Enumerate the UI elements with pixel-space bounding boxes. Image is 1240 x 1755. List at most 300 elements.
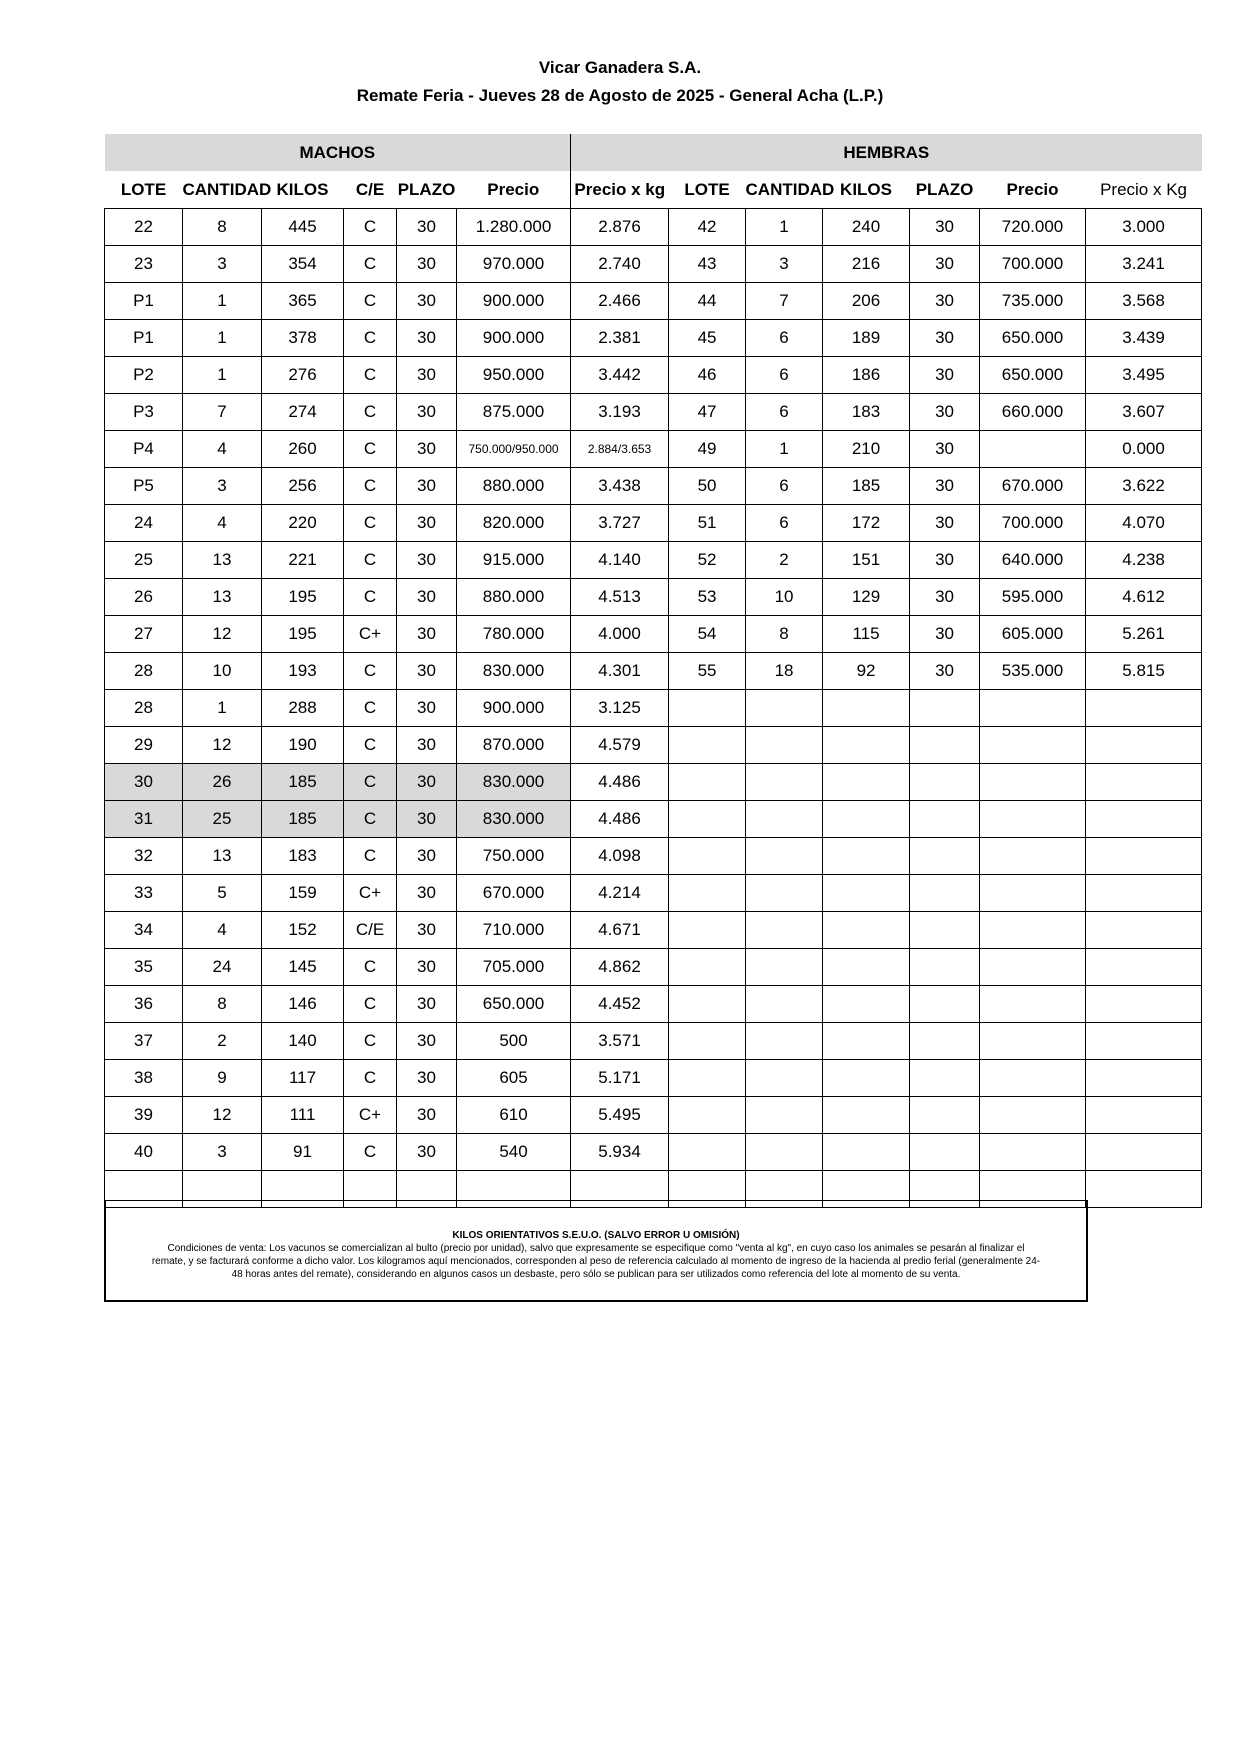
machos-cell: P4 — [105, 431, 183, 468]
hembras-cell — [823, 1097, 910, 1134]
hembras-cell — [746, 1060, 823, 1097]
hembras-cell: 3.241 — [1086, 246, 1202, 283]
machos-cell: 9 — [183, 1060, 262, 1097]
hembras-cell: 46 — [669, 357, 746, 394]
hembras-cell — [746, 949, 823, 986]
hembras-cell — [910, 1060, 980, 1097]
col-h-lote: LOTE — [669, 171, 746, 209]
hembras-cell: 535.000 — [980, 653, 1086, 690]
hembras-cell: 55 — [669, 653, 746, 690]
machos-cell: 24 — [183, 949, 262, 986]
hembras-cell — [1086, 1023, 1202, 1060]
machos-cell: 30 — [397, 690, 457, 727]
auction-subtitle: Remate Feria - Jueves 28 de Agosto de 2025 - General Acha (L.P.) — [356, 86, 884, 105]
machos-cell: 221 — [262, 542, 344, 579]
hembras-cell — [669, 912, 746, 949]
col-cantidad: CANTIDAD — [183, 171, 262, 209]
machos-cell: 140 — [262, 1023, 344, 1060]
machos-cell: 705.000 — [457, 949, 571, 986]
machos-cell: 159 — [262, 875, 344, 912]
machos-cell: 274 — [262, 394, 344, 431]
col-ce: C/E — [344, 171, 397, 209]
machos-cell: 780.000 — [457, 616, 571, 653]
table-row — [105, 1134, 1202, 1171]
hembras-cell — [669, 986, 746, 1023]
machos-cell: 30 — [397, 616, 457, 653]
table-row — [105, 246, 1202, 283]
table-row — [105, 875, 1202, 912]
machos-cell: C+ — [344, 616, 397, 653]
hembras-cell: 18 — [746, 653, 823, 690]
machos-cell: 2.876 — [571, 209, 669, 246]
machos-cell: 3.727 — [571, 505, 669, 542]
hembras-cell: 650.000 — [980, 357, 1086, 394]
machos-cell: 875.000 — [457, 394, 571, 431]
hembras-cell — [746, 875, 823, 912]
machos-cell: 880.000 — [457, 579, 571, 616]
machos-cell: 36 — [105, 986, 183, 1023]
machos-cell: C — [344, 949, 397, 986]
hembras-cell: 720.000 — [980, 209, 1086, 246]
machos-cell: 900.000 — [457, 690, 571, 727]
hembras-cell: 4.070 — [1086, 505, 1202, 542]
machos-cell: C+ — [344, 1097, 397, 1134]
table-row — [105, 653, 1202, 690]
machos-cell: 30 — [397, 283, 457, 320]
hembras-cell — [669, 1060, 746, 1097]
hembras-cell — [910, 1097, 980, 1134]
machos-cell: 970.000 — [457, 246, 571, 283]
machos-cell: 288 — [262, 690, 344, 727]
machos-cell: C — [344, 690, 397, 727]
machos-cell: 30 — [397, 542, 457, 579]
machos-cell: 4.452 — [571, 986, 669, 1023]
table-row — [105, 986, 1202, 1023]
machos-cell: C — [344, 653, 397, 690]
hembras-cell: 10 — [746, 579, 823, 616]
notes-heading: KILOS ORIENTATIVOS S.E.U.O. (SALVO ERROR U OMISIÓN) — [452, 1230, 740, 1241]
machos-cell: 2.740 — [571, 246, 669, 283]
machos-cell: 4.214 — [571, 875, 669, 912]
table-row — [105, 579, 1202, 616]
machos-cell: 185 — [262, 764, 344, 801]
section-machos: MACHOS — [105, 134, 571, 171]
machos-cell: 8 — [183, 209, 262, 246]
hembras-cell — [1086, 912, 1202, 949]
hembras-cell: 49 — [669, 431, 746, 468]
hembras-cell: 30 — [910, 468, 980, 505]
machos-cell: 5 — [183, 875, 262, 912]
hembras-cell — [669, 1097, 746, 1134]
hembras-cell — [746, 1023, 823, 1060]
hembras-cell: 0.000 — [1086, 431, 1202, 468]
hembras-cell: 5.261 — [1086, 616, 1202, 653]
machos-cell: 1 — [183, 690, 262, 727]
hembras-cell — [669, 1023, 746, 1060]
machos-cell: C — [344, 468, 397, 505]
machos-cell: P3 — [105, 394, 183, 431]
hembras-cell — [980, 1060, 1086, 1097]
machos-cell: 39 — [105, 1097, 183, 1134]
hembras-cell — [746, 764, 823, 801]
machos-cell: 260 — [262, 431, 344, 468]
machos-cell: 30 — [397, 1134, 457, 1171]
machos-cell: 13 — [183, 579, 262, 616]
machos-cell: 750.000/950.000 — [457, 431, 571, 468]
col-h-precio: Precio — [980, 171, 1086, 209]
col-plazo: PLAZO — [397, 171, 457, 209]
machos-cell: 3.571 — [571, 1023, 669, 1060]
machos-cell: C+ — [344, 875, 397, 912]
machos-cell: 22 — [105, 209, 183, 246]
machos-cell: 30 — [397, 949, 457, 986]
machos-cell: 5.934 — [571, 1134, 669, 1171]
machos-cell: 30 — [397, 357, 457, 394]
hembras-cell — [980, 986, 1086, 1023]
machos-cell: 4.513 — [571, 579, 669, 616]
machos-cell: 25 — [105, 542, 183, 579]
hembras-cell: 2 — [746, 542, 823, 579]
machos-cell: C — [344, 542, 397, 579]
hembras-cell — [980, 875, 1086, 912]
machos-cell: 1.280.000 — [457, 209, 571, 246]
hembras-cell — [669, 838, 746, 875]
hembras-cell — [910, 764, 980, 801]
machos-cell: C — [344, 357, 397, 394]
machos-cell: 3.125 — [571, 690, 669, 727]
hembras-cell — [1086, 875, 1202, 912]
machos-cell: 23 — [105, 246, 183, 283]
hembras-cell: 47 — [669, 394, 746, 431]
machos-cell: P2 — [105, 357, 183, 394]
hembras-cell — [910, 912, 980, 949]
hembras-cell: 650.000 — [980, 320, 1086, 357]
hembras-cell: 30 — [910, 357, 980, 394]
machos-cell: 29 — [105, 727, 183, 764]
hembras-cell — [980, 1097, 1086, 1134]
hembras-cell: 30 — [910, 542, 980, 579]
table-row — [105, 357, 1202, 394]
hembras-cell — [980, 1134, 1086, 1171]
hembras-cell: 52 — [669, 542, 746, 579]
machos-cell: C — [344, 764, 397, 801]
machos-cell: 670.000 — [457, 875, 571, 912]
hembras-cell — [1086, 801, 1202, 838]
machos-cell: 30 — [105, 764, 183, 801]
machos-cell: 3 — [183, 246, 262, 283]
hembras-cell — [1086, 727, 1202, 764]
machos-cell: 26 — [105, 579, 183, 616]
machos-cell: 4.671 — [571, 912, 669, 949]
machos-cell: 880.000 — [457, 468, 571, 505]
machos-cell: 25 — [183, 801, 262, 838]
machos-cell: 915.000 — [457, 542, 571, 579]
hembras-cell: 30 — [910, 320, 980, 357]
table-row — [105, 505, 1202, 542]
hembras-cell: 6 — [746, 394, 823, 431]
col-h-kilos: KILOS — [823, 171, 910, 209]
machos-cell: 30 — [397, 246, 457, 283]
machos-cell: C — [344, 579, 397, 616]
hembras-cell: 206 — [823, 283, 910, 320]
hembras-cell: 670.000 — [980, 468, 1086, 505]
hembras-cell: 30 — [910, 616, 980, 653]
machos-cell: 12 — [183, 616, 262, 653]
machos-cell: 195 — [262, 579, 344, 616]
table-row — [105, 690, 1202, 727]
machos-cell: 354 — [262, 246, 344, 283]
machos-cell: 111 — [262, 1097, 344, 1134]
sale-conditions-note — [104, 1200, 1088, 1302]
hembras-cell: 216 — [823, 246, 910, 283]
machos-cell: 3.193 — [571, 394, 669, 431]
machos-cell: 33 — [105, 875, 183, 912]
machos-cell: 900.000 — [457, 283, 571, 320]
machos-cell: 1 — [183, 320, 262, 357]
hembras-cell: 115 — [823, 616, 910, 653]
hembras-cell: 183 — [823, 394, 910, 431]
col-h-cantidad: CANTIDAD — [746, 171, 823, 209]
hembras-cell — [980, 431, 1086, 468]
machos-cell: 185 — [262, 801, 344, 838]
machos-cell: 37 — [105, 1023, 183, 1060]
machos-cell: 35 — [105, 949, 183, 986]
hembras-cell — [910, 690, 980, 727]
notes-line: remate, y se facturará conforme a dicho valor. Los kilogramos aquí mencionados, corresponden al peso de referencia calculado al momento de ingreso de la hacienda al predio ferial (generalmente 24- — [151, 1256, 1041, 1267]
hembras-cell: 640.000 — [980, 542, 1086, 579]
machos-cell: 27 — [105, 616, 183, 653]
hembras-cell — [823, 875, 910, 912]
machos-cell: 30 — [397, 431, 457, 468]
machos-cell: 32 — [105, 838, 183, 875]
hembras-cell — [980, 949, 1086, 986]
hembras-cell — [823, 949, 910, 986]
hembras-cell — [910, 1023, 980, 1060]
machos-cell: 900.000 — [457, 320, 571, 357]
machos-cell: 190 — [262, 727, 344, 764]
hembras-cell: 6 — [746, 468, 823, 505]
hembras-cell — [1086, 1171, 1202, 1208]
table-row — [105, 727, 1202, 764]
table-row — [105, 209, 1202, 246]
machos-cell: 3.442 — [571, 357, 669, 394]
section-hembras: HEMBRAS — [571, 134, 1202, 171]
hembras-cell: 6 — [746, 357, 823, 394]
machos-cell: 30 — [397, 986, 457, 1023]
hembras-cell: 45 — [669, 320, 746, 357]
notes-line: 48 horas antes del remate), considerando en algunos casos un desbaste, pero sólo se publican para ser utilizados como referencia del lote al momento de su venta. — [231, 1269, 961, 1280]
hembras-cell — [1086, 1097, 1202, 1134]
hembras-cell: 30 — [910, 505, 980, 542]
hembras-cell — [1086, 764, 1202, 801]
machos-cell: 4 — [183, 431, 262, 468]
hembras-cell — [823, 690, 910, 727]
hembras-cell — [910, 986, 980, 1023]
machos-cell: 30 — [397, 838, 457, 875]
hembras-cell — [823, 727, 910, 764]
machos-cell: 650.000 — [457, 986, 571, 1023]
machos-cell: 30 — [397, 875, 457, 912]
hembras-cell: 3.439 — [1086, 320, 1202, 357]
hembras-cell: 7 — [746, 283, 823, 320]
hembras-cell — [746, 801, 823, 838]
table-row — [105, 394, 1202, 431]
hembras-cell — [746, 1097, 823, 1134]
hembras-cell: 30 — [910, 209, 980, 246]
hembras-cell — [1086, 986, 1202, 1023]
col-h-precio-kg: Precio x Kg — [1086, 171, 1202, 209]
section-header-row — [105, 134, 1202, 171]
machos-cell: 30 — [397, 320, 457, 357]
hembras-cell — [669, 949, 746, 986]
table-row — [105, 912, 1202, 949]
hembras-cell — [823, 1023, 910, 1060]
machos-cell: C — [344, 1023, 397, 1060]
hembras-cell — [669, 801, 746, 838]
hembras-cell — [980, 690, 1086, 727]
hembras-cell: 30 — [910, 283, 980, 320]
hembras-cell — [669, 727, 746, 764]
machos-cell: 31 — [105, 801, 183, 838]
notes-line: Condiciones de venta: Los vacunos se comercializan al bulto (precio por unidad), salvo que expresamente se especifique como "venta al kg", en cuyo caso los animales se pesarán al finalizar el — [167, 1243, 1025, 1254]
hembras-cell — [910, 949, 980, 986]
table-row — [105, 320, 1202, 357]
hembras-cell: 30 — [910, 394, 980, 431]
machos-cell: C — [344, 320, 397, 357]
machos-cell: 5.495 — [571, 1097, 669, 1134]
machos-cell: 4.579 — [571, 727, 669, 764]
hembras-cell: 172 — [823, 505, 910, 542]
machos-cell: C — [344, 431, 397, 468]
hembras-cell — [1086, 1060, 1202, 1097]
hembras-cell: 30 — [910, 653, 980, 690]
hembras-cell: 51 — [669, 505, 746, 542]
machos-cell: 30 — [397, 801, 457, 838]
col-precio-kg: Precio x kg — [571, 171, 669, 209]
hembras-cell — [910, 838, 980, 875]
hembras-cell — [669, 1134, 746, 1171]
hembras-cell: 4.238 — [1086, 542, 1202, 579]
hembras-cell: 595.000 — [980, 579, 1086, 616]
hembras-cell — [746, 838, 823, 875]
machos-cell: 13 — [183, 542, 262, 579]
machos-cell: 610 — [457, 1097, 571, 1134]
machos-cell: 30 — [397, 1023, 457, 1060]
hembras-cell — [1086, 838, 1202, 875]
col-lote: LOTE — [105, 171, 183, 209]
hembras-cell — [746, 1134, 823, 1171]
machos-cell: 2.381 — [571, 320, 669, 357]
hembras-cell: 240 — [823, 209, 910, 246]
hembras-cell — [823, 764, 910, 801]
machos-cell: 500 — [457, 1023, 571, 1060]
machos-cell: C/E — [344, 912, 397, 949]
table-row — [105, 1060, 1202, 1097]
machos-cell: C — [344, 986, 397, 1023]
machos-cell: 30 — [397, 1097, 457, 1134]
hembras-cell — [669, 764, 746, 801]
machos-cell: 4.301 — [571, 653, 669, 690]
machos-cell: 8 — [183, 986, 262, 1023]
machos-cell: 540 — [457, 1134, 571, 1171]
company-name: Vicar Ganadera S.A. — [538, 58, 702, 77]
column-header-row — [105, 171, 1202, 209]
hembras-cell — [823, 912, 910, 949]
hembras-cell — [669, 690, 746, 727]
hembras-cell: 50 — [669, 468, 746, 505]
hembras-cell: 30 — [910, 431, 980, 468]
machos-cell: 4.098 — [571, 838, 669, 875]
hembras-cell: 1 — [746, 431, 823, 468]
table-row — [105, 949, 1202, 986]
machos-cell: 256 — [262, 468, 344, 505]
machos-cell: 7 — [183, 394, 262, 431]
machos-cell: 193 — [262, 653, 344, 690]
machos-cell: 830.000 — [457, 764, 571, 801]
machos-cell: 3 — [183, 468, 262, 505]
machos-cell: 30 — [397, 394, 457, 431]
hembras-cell: 8 — [746, 616, 823, 653]
col-kilos: KILOS — [262, 171, 344, 209]
hembras-cell — [823, 801, 910, 838]
machos-cell: 4 — [183, 912, 262, 949]
machos-cell: 195 — [262, 616, 344, 653]
hembras-cell — [980, 1023, 1086, 1060]
machos-cell: 1 — [183, 357, 262, 394]
hembras-cell — [980, 838, 1086, 875]
hembras-cell: 660.000 — [980, 394, 1086, 431]
machos-cell: 3 — [183, 1134, 262, 1171]
hembras-cell — [1086, 949, 1202, 986]
col-precio: Precio — [457, 171, 571, 209]
hembras-cell — [746, 986, 823, 1023]
hembras-cell — [980, 912, 1086, 949]
machos-cell: 152 — [262, 912, 344, 949]
machos-cell: 40 — [105, 1134, 183, 1171]
machos-cell: 4.000 — [571, 616, 669, 653]
machos-cell: 378 — [262, 320, 344, 357]
hembras-cell — [823, 1060, 910, 1097]
hembras-cell: 3.622 — [1086, 468, 1202, 505]
hembras-cell: 3 — [746, 246, 823, 283]
machos-cell: 183 — [262, 838, 344, 875]
machos-cell: 2.466 — [571, 283, 669, 320]
machos-cell: C — [344, 801, 397, 838]
hembras-cell: 42 — [669, 209, 746, 246]
machos-cell: 4.486 — [571, 801, 669, 838]
hembras-cell: 6 — [746, 505, 823, 542]
machos-cell: P1 — [105, 283, 183, 320]
machos-cell: C — [344, 283, 397, 320]
hembras-cell: 6 — [746, 320, 823, 357]
machos-cell: 30 — [397, 468, 457, 505]
table-row — [105, 1023, 1202, 1060]
hembras-cell — [746, 690, 823, 727]
auction-table — [104, 134, 1202, 1208]
hembras-cell: 3.000 — [1086, 209, 1202, 246]
hembras-cell — [1086, 1134, 1202, 1171]
machos-cell: 445 — [262, 209, 344, 246]
hembras-cell: 3.495 — [1086, 357, 1202, 394]
machos-cell: 750.000 — [457, 838, 571, 875]
hembras-cell: 1 — [746, 209, 823, 246]
table-row — [105, 542, 1202, 579]
machos-cell: 26 — [183, 764, 262, 801]
hembras-cell: 30 — [910, 579, 980, 616]
hembras-cell — [823, 838, 910, 875]
machos-cell: 30 — [397, 505, 457, 542]
machos-cell: 1 — [183, 283, 262, 320]
